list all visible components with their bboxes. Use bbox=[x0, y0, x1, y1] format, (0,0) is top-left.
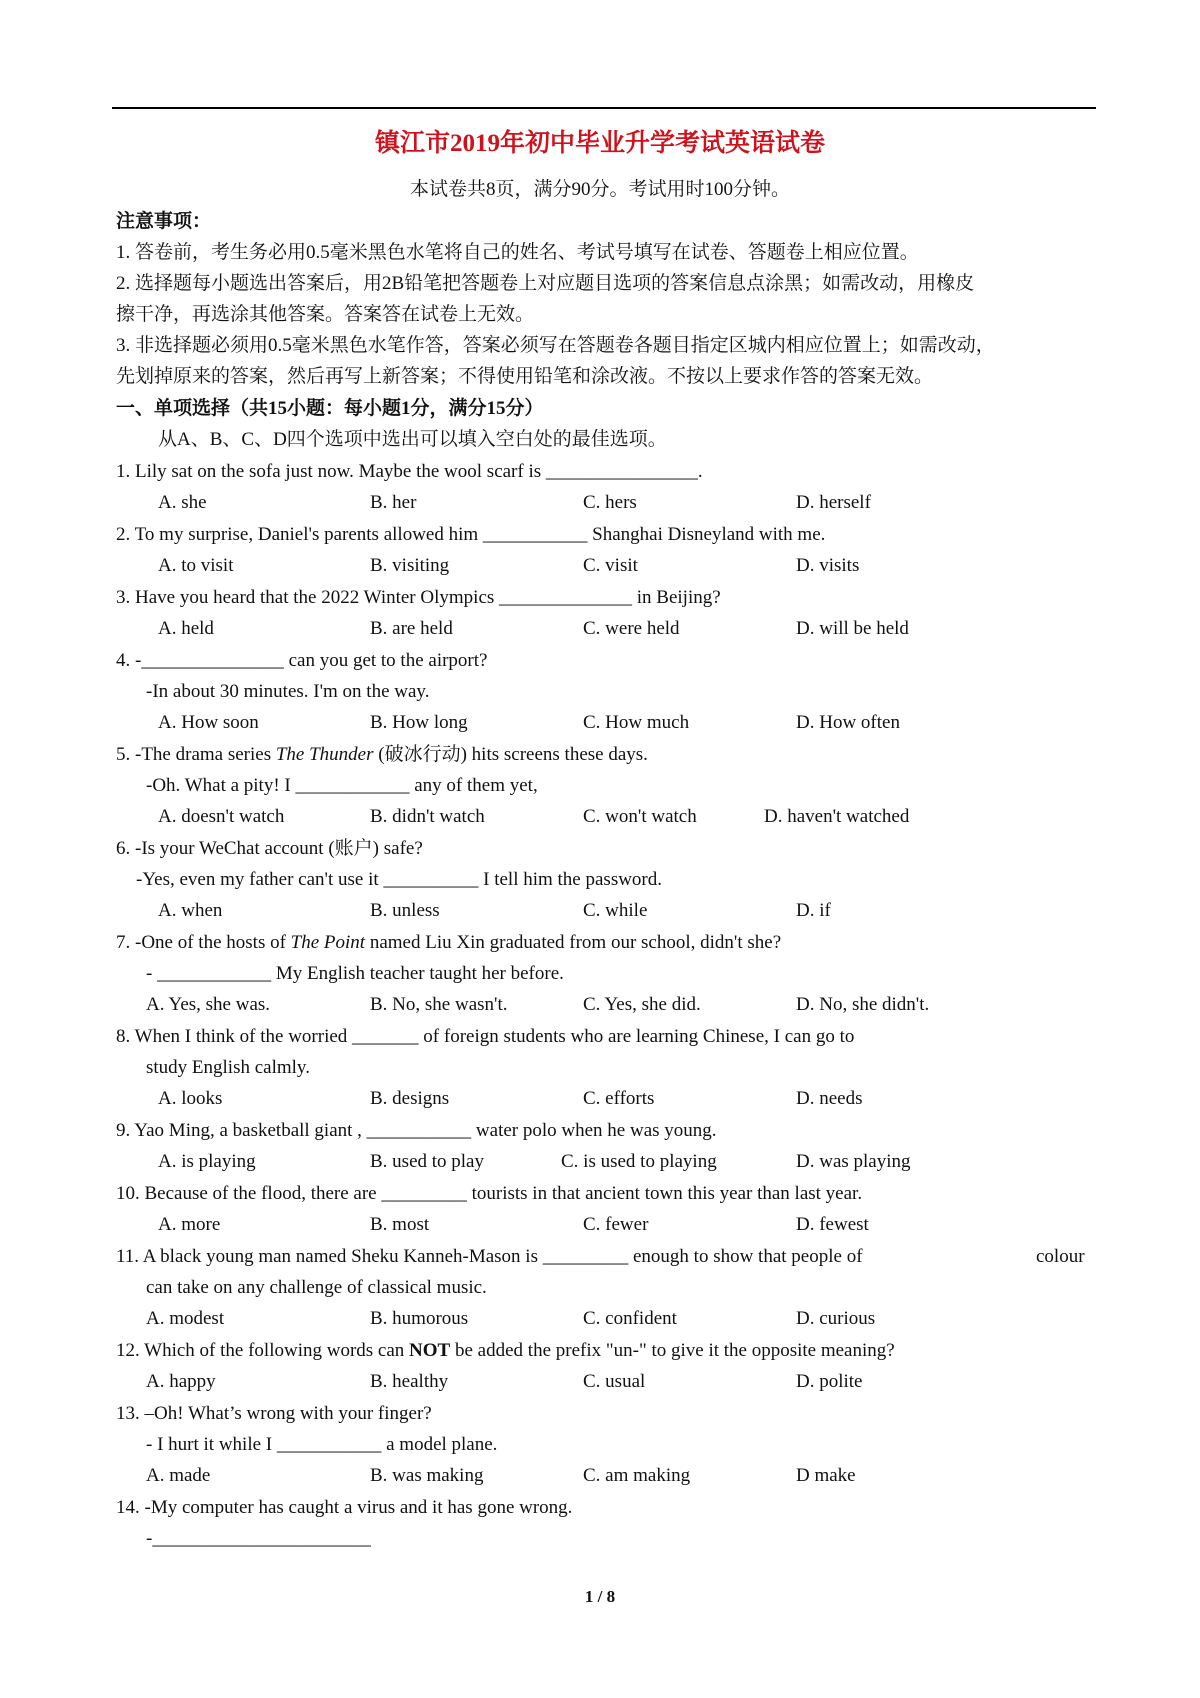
option-a: A. happy bbox=[146, 1371, 216, 1392]
question-5: 5. -The drama series The Thunder (破冰行动) hits screens these days. bbox=[116, 744, 648, 765]
option-c: C. while bbox=[583, 900, 648, 921]
question-13: 13. –Oh! What’s wrong with your finger? bbox=[116, 1403, 432, 1424]
option-c: C. am making bbox=[583, 1465, 691, 1486]
option-a: A. to visit bbox=[158, 555, 234, 576]
option-d: D. haven't watched bbox=[764, 806, 910, 827]
option-d: D. fewest bbox=[796, 1214, 869, 1235]
question-5-reply: -Oh. What a pity! I ____________ any of them yet, bbox=[146, 775, 538, 796]
question-7-reply: - ____________ My English teacher taught her before. bbox=[146, 963, 564, 984]
option-b: B. humorous bbox=[370, 1308, 469, 1329]
option-a: A. when bbox=[158, 900, 223, 921]
option-b: B. are held bbox=[370, 618, 453, 639]
notice-line: 3. 非选择题必须用0.5毫米黑色水笔作答，答案必须写在答题卷各题目指定区城内相应位置上；如需改动， bbox=[116, 335, 995, 356]
option-d: D. will be held bbox=[796, 618, 909, 639]
option-b: B. No, she wasn't. bbox=[370, 994, 508, 1015]
question-11-word: colour bbox=[1036, 1246, 1085, 1267]
option-d: D make bbox=[796, 1465, 856, 1486]
question-6: 6. -Is your WeChat account (账户) safe? bbox=[116, 838, 423, 859]
question-7: 7. -One of the hosts of The Point named Liu Xin graduated from our school, didn't she? bbox=[116, 932, 782, 953]
section-instruction: 从A、B、C、D四个选项中选出可以填入空白处的最佳选项。 bbox=[158, 429, 667, 450]
option-a: A. looks bbox=[158, 1088, 223, 1109]
question-4: 4. -_______________ can you get to the airport? bbox=[116, 650, 488, 671]
top-rule bbox=[112, 107, 1096, 109]
notice-line: 先划掉原来的答案，然后再写上新答案；不得使用铅笔和涂改液。不按以上要求作答的答案无效。 bbox=[116, 366, 934, 387]
option-d: D. How often bbox=[796, 712, 900, 733]
option-b: B. designs bbox=[370, 1088, 450, 1109]
option-d: D. visits bbox=[796, 555, 860, 576]
page-number: 1 / 8 bbox=[584, 1587, 616, 1606]
question-13-reply: - I hurt it while I ___________ a model plane. bbox=[146, 1434, 498, 1455]
option-a: A. How soon bbox=[158, 712, 259, 733]
option-c: C. How much bbox=[583, 712, 690, 733]
option-a: A. is playing bbox=[158, 1151, 256, 1172]
option-d: D. was playing bbox=[796, 1151, 911, 1172]
option-c: C. efforts bbox=[583, 1088, 655, 1109]
option-d: D. if bbox=[796, 900, 831, 921]
question-9: 9. Yao Ming, a basketball giant , ___________ water polo when he was young. bbox=[116, 1120, 717, 1141]
option-c: C. usual bbox=[583, 1371, 646, 1392]
question-4-reply: -In about 30 minutes. I'm on the way. bbox=[146, 681, 430, 702]
exam-title: 镇江市2019年初中毕业升学考试英语试卷 bbox=[374, 130, 825, 157]
question-1: 1. Lily sat on the sofa just now. Maybe the wool scarf is ________________. bbox=[116, 461, 703, 482]
option-d: D. herself bbox=[796, 492, 871, 513]
option-a: A. more bbox=[158, 1214, 221, 1235]
question-11-cont: can take on any challenge of classical music. bbox=[146, 1277, 487, 1298]
option-b: B. How long bbox=[370, 712, 468, 733]
option-c: C. is used to playing bbox=[561, 1151, 717, 1172]
question-3: 3. Have you heard that the 2022 Winter Olympics ______________ in Beijing? bbox=[116, 587, 721, 608]
notice-line: 1. 答卷前，考生务必用0.5毫米黑色水笔将自己的姓名、考试号填写在试卷、答题卷上相应位置。 bbox=[116, 242, 919, 263]
question-8-cont: study English calmly. bbox=[146, 1057, 310, 1078]
question-2: 2. To my surprise, Daniel's parents allowed him ___________ Shanghai Disneyland with me. bbox=[116, 524, 826, 545]
option-d: D. polite bbox=[796, 1371, 863, 1392]
question-12: 12. Which of the following words can NOT be added the prefix "un-" to give it the opposite meaning? bbox=[116, 1340, 895, 1361]
section-heading: 一、单项选择（共15小题：每小题1分，满分15分） bbox=[116, 398, 544, 419]
option-d: D. curious bbox=[796, 1308, 876, 1329]
question-11: 11. A black young man named Sheku Kanneh-Mason is _________ enough to show that people of bbox=[116, 1246, 863, 1267]
question-8: 8. When I think of the worried _______ of foreign students who are learning Chinese, I can go to bbox=[116, 1026, 855, 1047]
question-6-reply: -Yes, even my father can't use it __________ I tell him the password. bbox=[136, 869, 663, 890]
question-14-reply: -_______________________ bbox=[146, 1528, 371, 1549]
option-b: B. used to play bbox=[370, 1151, 484, 1172]
option-c: C. won't watch bbox=[583, 806, 697, 827]
option-c: C. visit bbox=[583, 555, 638, 576]
option-c: C. fewer bbox=[583, 1214, 649, 1235]
option-b: B. was making bbox=[370, 1465, 484, 1486]
option-b: B. unless bbox=[370, 900, 440, 921]
option-b: B. visiting bbox=[370, 555, 450, 576]
option-a: A. Yes, she was. bbox=[146, 994, 271, 1015]
option-b: B. didn't watch bbox=[370, 806, 485, 827]
option-d: D. needs bbox=[796, 1088, 863, 1109]
notice-line: 擦干净，再选涂其他答案。答案答在试卷上无效。 bbox=[116, 304, 535, 325]
option-b: B. most bbox=[370, 1214, 430, 1235]
option-b: B. healthy bbox=[370, 1371, 449, 1392]
option-c: C. were held bbox=[583, 618, 680, 639]
notice-line: 2. 选择题每小题选出答案后，用2B铅笔把答题卷上对应题目选项的答案信息点涂黑；如需改动，用橡皮 bbox=[116, 273, 975, 294]
question-10: 10. Because of the flood, there are _________ tourists in that ancient town this year than last year. bbox=[116, 1183, 863, 1204]
option-a: A. modest bbox=[146, 1308, 225, 1329]
option-a: A. doesn't watch bbox=[158, 806, 285, 827]
option-a: A. made bbox=[146, 1465, 211, 1486]
option-a: A. she bbox=[158, 492, 207, 513]
notice-heading: 注意事项： bbox=[116, 211, 212, 232]
option-d: D. No, she didn't. bbox=[796, 994, 930, 1015]
exam-subtitle: 本试卷共8页，满分90分。考试用时100分钟。 bbox=[409, 179, 790, 200]
option-c: C. confident bbox=[583, 1308, 677, 1329]
option-a: A. held bbox=[158, 618, 214, 639]
option-c: C. hers bbox=[583, 492, 637, 513]
option-b: B. her bbox=[370, 492, 417, 513]
option-c: C. Yes, she did. bbox=[583, 994, 701, 1015]
question-14: 14. -My computer has caught a virus and it has gone wrong. bbox=[116, 1497, 573, 1518]
